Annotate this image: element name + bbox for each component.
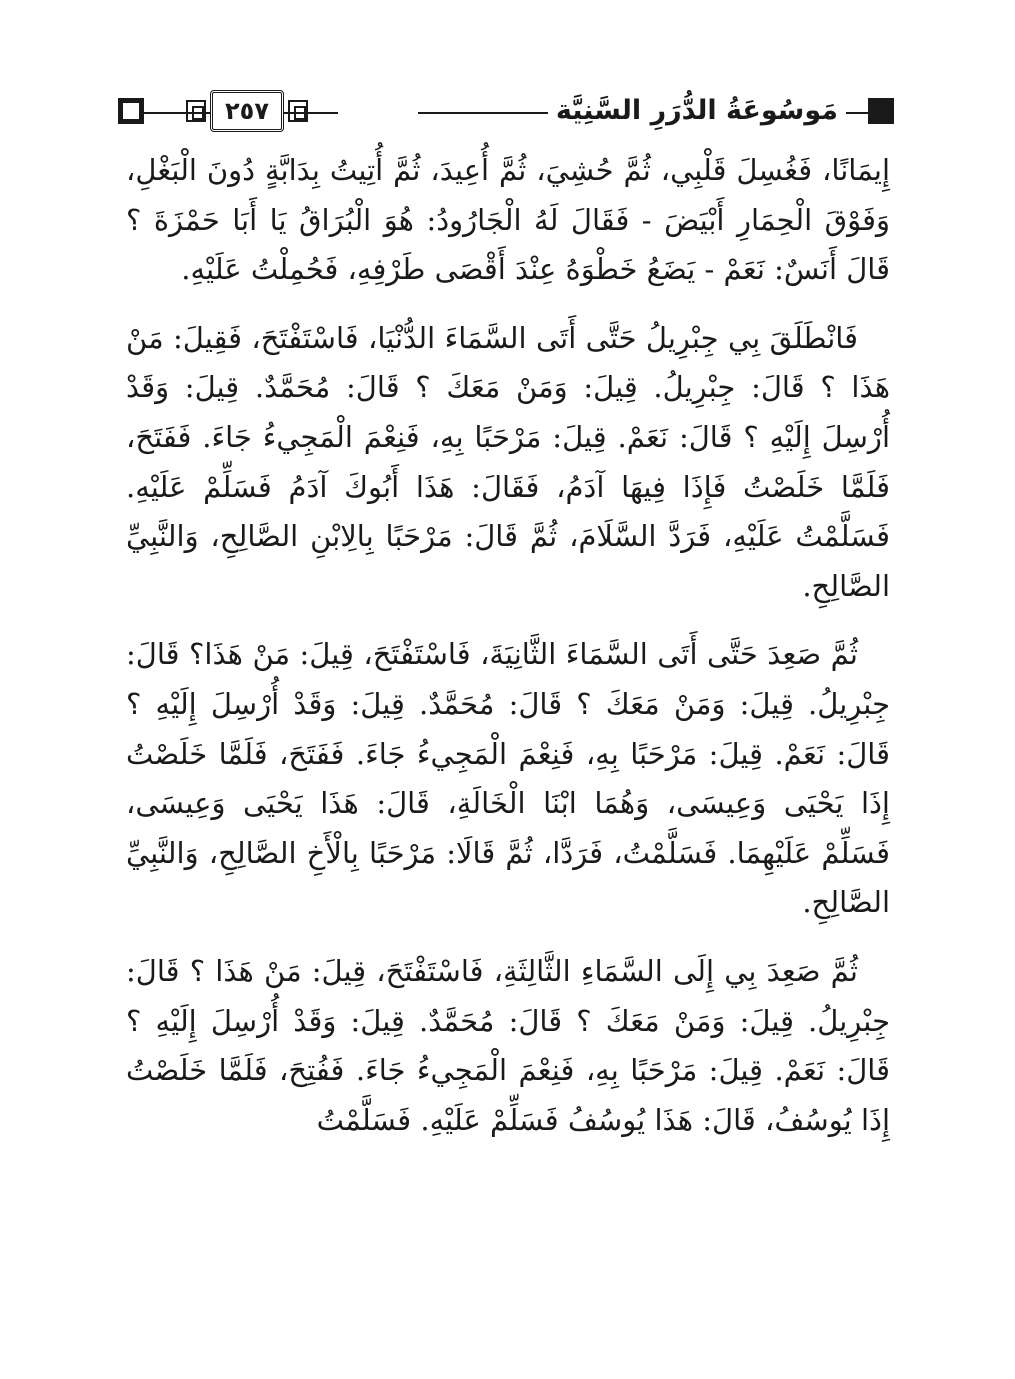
- paragraph-2: فَانْطَلَقَ بِي جِبْرِيلُ حَتَّى أَتَى السَّمَاءَ الدُّنْيَا، فَاسْتَفْتَحَ، فَقِيلَ: مَنْ هَذَا ؟ قَالَ: جِبْرِيلُ. قِيلَ: وَمَنْ مَعَكَ ؟ قَالَ: مُحَمَّدٌ. قِيلَ: وَقَدْ أُرْسِلَ إِلَيْهِ ؟ قَالَ: نَعَمْ. قِيلَ: مَرْحَبًا بِهِ، فَنِعْمَ الْمَجِيءُ جَاءَ. فَفَتَحَ، فَلَمَّا خَلَصْتُ فَإِذَا فِيهَا آدَمُ، فَقَالَ: هَذَا أَبُوكَ آدَمُ فَسَلِّمْ عَلَيْهِ. فَسَلَّمْتُ عَلَيْهِ، فَرَدَّ السَّلَامَ، ثُمَّ قَالَ: مَرْحَبًا بِالِابْنِ الصَّالِحِ، وَالنَّبِيِّ الصَّالِحِ.: [126, 320, 890, 603]
- ornament-square-outline: [118, 98, 144, 124]
- book-title: مَوسُوعَةُ الدُّرَرِ السَّنِيَّة: [548, 88, 846, 134]
- page-number: ٢٥٧: [210, 90, 284, 132]
- ornament-square-filled: [868, 98, 894, 124]
- page-body: [126, 146, 890, 1164]
- paragraph-3: ثُمَّ صَعِدَ حَتَّى أَتَى السَّمَاءَ الثَّانِيَةَ، فَاسْتَفْتَحَ، قِيلَ: مَنْ هَذَا؟ قَالَ: جِبْرِيلُ. قِيلَ: وَمَنْ مَعَكَ ؟ قَالَ: مُحَمَّدٌ. قِيلَ: وَقَدْ أُرْسِلَ إِلَيْهِ ؟ قَالَ: نَعَمْ. قِيلَ: مَرْحَبًا بِهِ، فَنِعْمَ الْمَجِيءُ جَاءَ. فَفَتَحَ، فَلَمَّا خَلَصْتُ إِذَا يَحْيَى وَعِيسَى، وَهُمَا ابْنَا الْخَالَةِ، قَالَ: هَذَا يَحْيَى وَعِيسَى، فَسَلِّمْ عَلَيْهِمَا. فَسَلَّمْتُ، فَرَدَّا، ثُمَّ قَالَا: مَرْحَبًا بِالْأَخِ الصَّالِحِ، وَالنَّبِيِّ الصَّالِحِ.: [126, 637, 890, 920]
- paragraph-1: إِيمَانًا، فَغُسِلَ قَلْبِي، ثُمَّ حُشِيَ، ثُمَّ أُعِيدَ، ثُمَّ أُتِيتُ بِدَابَّةٍ دُونَ الْبَغْلِ، وَفَوْقَ الْحِمَارِ أَبْيَضَ - فَقَالَ لَهُ الْجَارُودُ: هُوَ الْبُرَاقُ يَا أَبَا حَمْزَةَ ؟ قَالَ أَنَسٌ: نَعَمْ - يَضَعُ خَطْوَهُ عِنْدَ أَقْصَى طَرْفِهِ، فَحُمِلْتُ عَلَيْهِ.: [126, 153, 890, 287]
- page-header: [118, 86, 894, 138]
- ornament-knot-left: [186, 100, 206, 122]
- paragraph-4: ثُمَّ صَعِدَ بِي إِلَى السَّمَاءِ الثَّالِثَةِ، فَاسْتَفْتَحَ، قِيلَ: مَنْ هَذَا ؟ قَالَ: جِبْرِيلُ. قِيلَ: وَمَنْ مَعَكَ ؟ قَالَ: مُحَمَّدٌ. قِيلَ: وَقَدْ أُرْسِلَ إِلَيْهِ ؟ قَالَ: نَعَمْ. قِيلَ: مَرْحَبًا بِهِ، فَنِعْمَ الْمَجِيءُ جَاءَ. فَفُتِحَ، فَلَمَّا خَلَصْتُ إِذَا يُوسُفُ، قَالَ: هَذَا يُوسُفُ فَسَلِّمْ عَلَيْهِ. فَسَلَّمْتُ: [126, 953, 890, 1137]
- ornament-knot-right: [288, 100, 308, 122]
